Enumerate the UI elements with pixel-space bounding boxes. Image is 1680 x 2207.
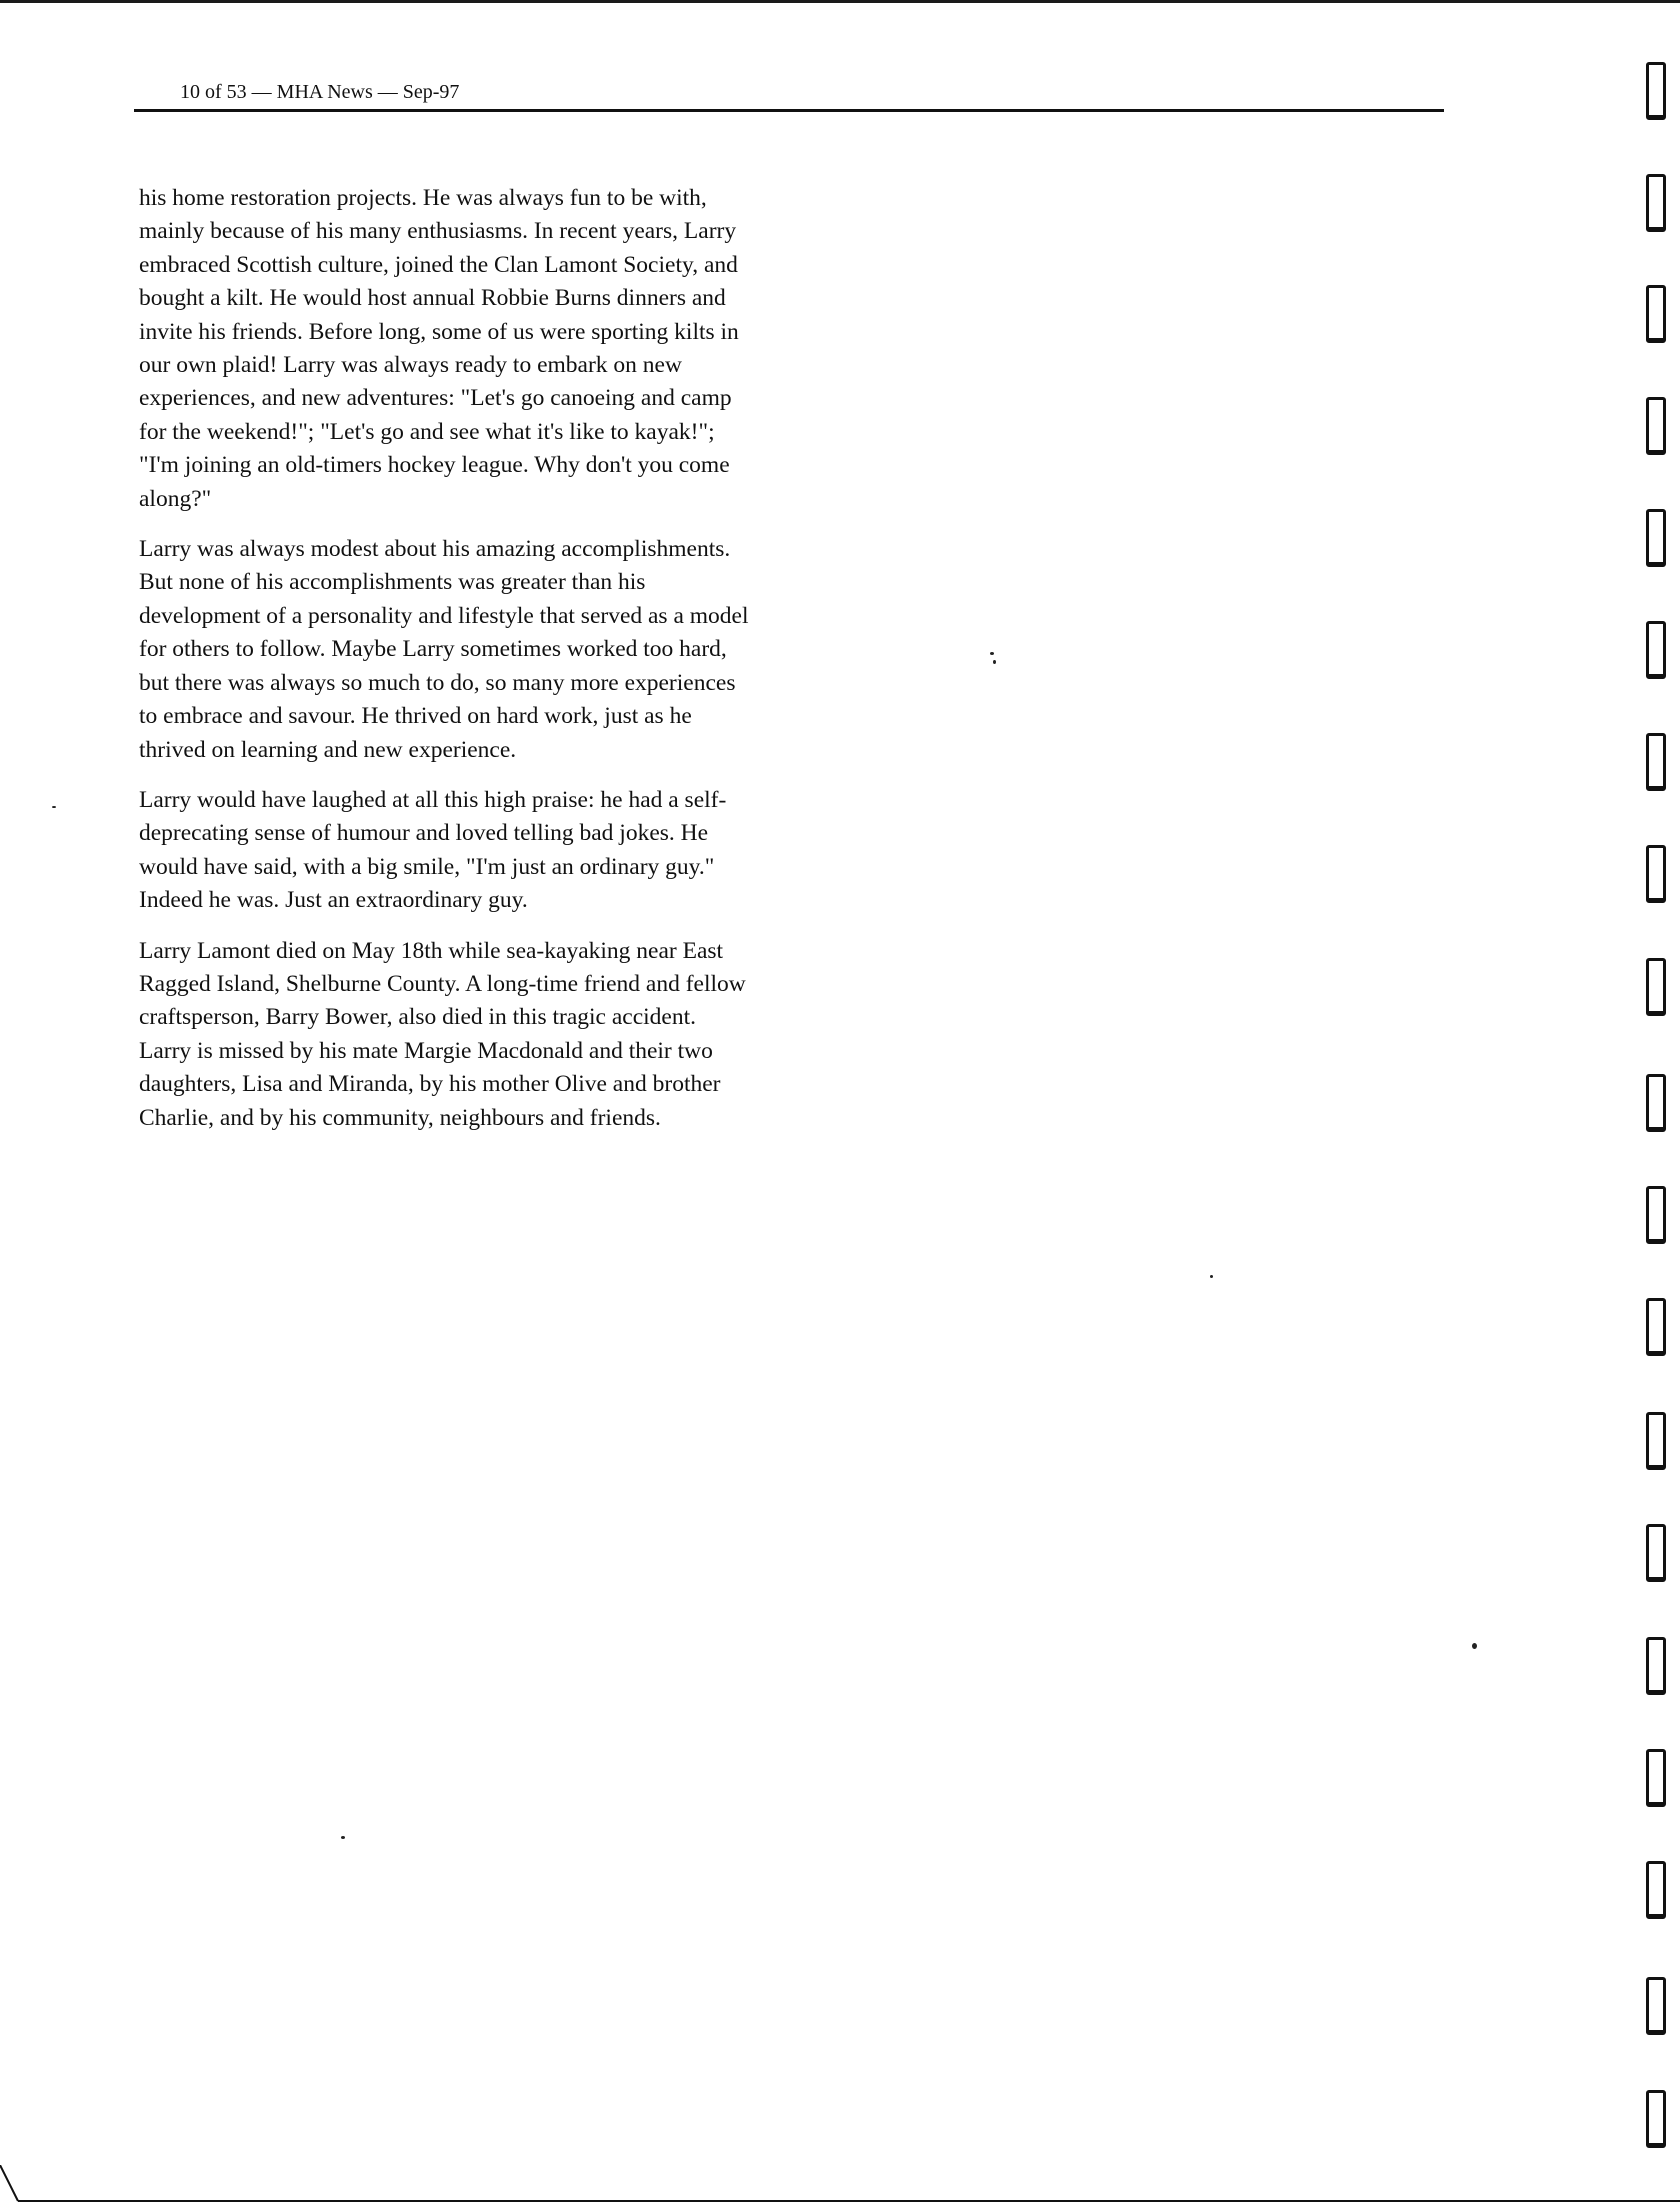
binder-ring-icon: [1646, 1749, 1666, 1807]
binder-ring-icon: [1646, 733, 1666, 791]
binder-ring-icon: [1646, 62, 1666, 120]
article-body: [139, 182, 749, 1152]
scan-speck: [341, 1836, 345, 1839]
binder-ring-icon: [1646, 845, 1666, 903]
binder-ring-icon: [1646, 1298, 1666, 1356]
binder-ring-icon: [1646, 1412, 1666, 1470]
binder-ring-icon: [1646, 621, 1666, 679]
paragraph: Larry Lamont died on May 18th while sea-kayaking near East Ragged Island, Shelburne County. A long-time friend and fellow craftsperson, Barry Bower, also died in this tragic accident. Larry is missed by his mate Margie Macdonald and their two daughters, Lisa and Miranda, by his mother Olive and brother Charlie, and by his community, neighbours and friends.: [139, 937, 746, 1131]
binder-ring-icon: [1646, 1524, 1666, 1582]
binder-ring-icon: [1646, 397, 1666, 455]
scan-bottom-edge: [18, 2200, 1680, 2202]
paragraph: his home restoration projects. He was always fun to be with, mainly because of his many enthusiasms. In recent years, Larry embraced Scottish culture, joined the Clan Lamont Society, and bought a kilt. He would host annual Robbie Burns dinners and invite his friends. Before long, some of us were sporting kilts in our own plaid! Larry was always ready to embark on new experiences, and new adventures: "Let's go canoeing and camp for the weekend!"; "Let's go and see what it's like to kayak!"; "I'm joining an old-timers hockey league. Why don't you come along?": [139, 185, 739, 512]
binder-ring-icon: [1646, 1977, 1666, 2035]
binder-ring-icon: [1646, 174, 1666, 232]
paragraph: Larry would have laughed at all this high praise: he had a self-deprecating sense of humour and loved telling bad jokes. He would have said, with a big smile, "I'm just an ordinary guy." Indeed he was. Just an extraordinary guy.: [139, 786, 727, 914]
scan-corner-edge: [0, 2165, 40, 2205]
header-divider: [134, 109, 1444, 112]
binder-ring-icon: [1646, 2090, 1666, 2148]
binder-ring-icon: [1646, 285, 1666, 343]
binder-ring-icon: [1646, 1861, 1666, 1919]
running-header: 10 of 53 — MHA News — Sep-97: [180, 81, 460, 103]
scan-speck: [1210, 1275, 1213, 1278]
binder-ring-icon: [1646, 958, 1666, 1016]
binder-ring-icon: [1646, 509, 1666, 567]
binder-ring-icon: [1646, 1186, 1666, 1244]
scan-speck: [52, 806, 56, 808]
paragraph: Larry was always modest about his amazing accomplishments. But none of his accomplishments was greater than his development of a personality and lifestyle that served as a model for others to follow. Maybe Larry sometimes worked too hard, but there was always so much to do, so many more experiences to embrace and savour. He thrived on hard work, just as he thrived on learning and new experience.: [139, 536, 749, 763]
scan-top-edge: [0, 0, 1680, 3]
scan-speck: [990, 652, 994, 655]
binder-ring-icon: [1646, 1637, 1666, 1695]
scan-speck: [993, 660, 996, 664]
binder-ring-icon: [1646, 1074, 1666, 1132]
scan-speck: [1472, 1643, 1477, 1649]
